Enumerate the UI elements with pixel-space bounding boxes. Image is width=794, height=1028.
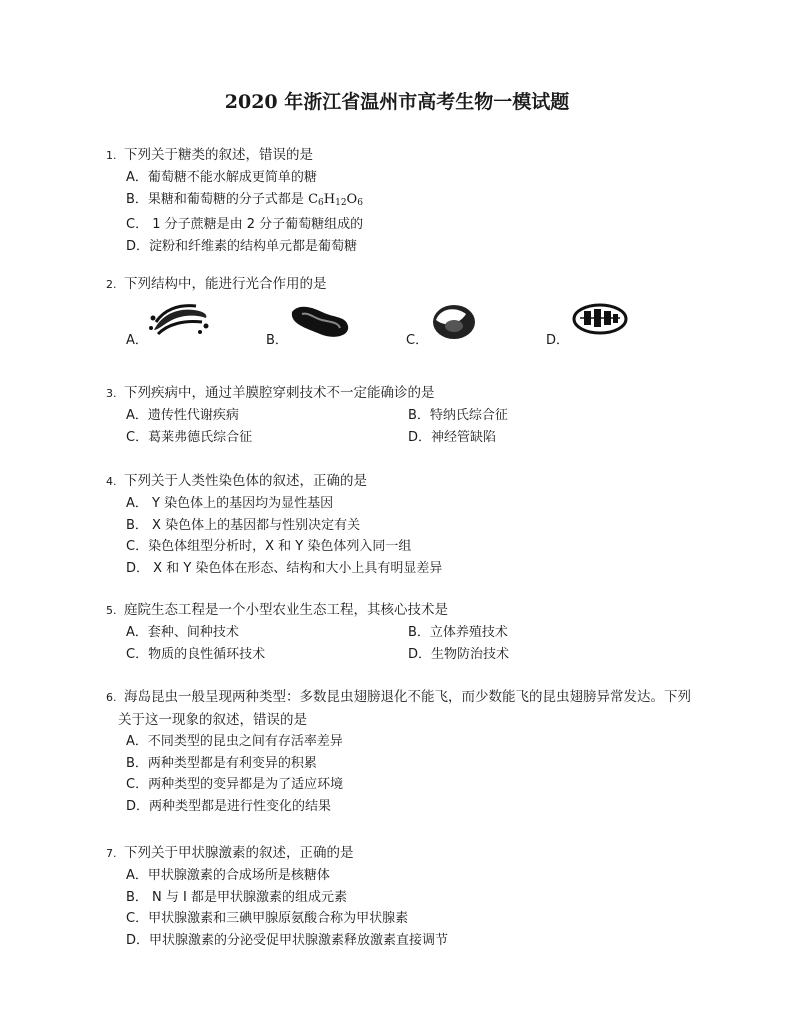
option-c: C．两种类型的变异都是为了适应环境	[126, 777, 344, 792]
question-4	[106, 470, 716, 579]
question-5	[106, 599, 716, 665]
question-stem: 2. 下列结构中，能进行光合作用的是	[106, 276, 327, 292]
chloroplast-icon	[572, 302, 628, 336]
question-stem: 7. 下列关于甲状腺激素的叙述，正确的是	[106, 845, 354, 861]
option-d: D．甲状腺激素的分泌受促甲状腺激素释放激素直接调节	[126, 932, 449, 948]
option-a: A．甲状腺激素的合成场所是核糖体	[126, 868, 330, 883]
option-b: B．果糖和葡萄糖的分子式都是 $C_6H_{12}O_6$	[126, 191, 363, 208]
option-b: B．特纳氏综合征	[408, 408, 508, 423]
option-c: C．甲状腺激素和三碘甲腺原氨酸合称为甲状腺素	[126, 911, 409, 926]
mitochondrion-icon	[288, 302, 352, 342]
option-b: B．立体养殖技术	[408, 625, 508, 640]
page-title: 2020 年浙江省温州市高考生物一模试题	[224, 91, 570, 113]
option-d: D． X 和 Y 染色体在形态、结构和大小上具有明显差异	[126, 560, 443, 576]
option-b: B． N 与 I 都是甲状腺激素的组成元素	[126, 889, 348, 905]
option-a: A．葡萄糖不能水解成更简单的糖	[126, 170, 317, 185]
figure-row: A． B． C． D．	[106, 300, 716, 348]
option-a: A．套种、间种技术	[126, 625, 239, 640]
option-d: D．神经管缺陷	[408, 429, 497, 445]
question-3	[106, 382, 716, 448]
question-6	[106, 686, 716, 817]
nucleus-icon	[430, 302, 478, 342]
question-stem: 6. 海岛昆虫一般呈现两种类型：多数昆虫翅膀退化不能飞，而少数能飞的昆虫翅膀异常发达。下列	[106, 689, 691, 705]
option-c: C．染色体组型分析时，X 和 Y 染色体列入同一组	[126, 539, 412, 554]
option-d: D．淀粉和纤维素的结构单元都是葡萄糖	[126, 238, 358, 254]
option-c: C．葛莱弗德氏综合征	[126, 429, 253, 445]
option-c: C．物质的良性循环技术	[126, 646, 266, 662]
option-d: D．生物防治技术	[408, 646, 510, 662]
option-d: D．两种类型都是进行性变化的结果	[126, 798, 332, 814]
option-b: B． X 染色体上的基因都与性别决定有关	[126, 517, 361, 533]
golgi-apparatus-icon	[148, 302, 212, 338]
option-a: A． Y 染色体上的基因均为显性基因	[126, 496, 334, 511]
option-a: A．遗传性代谢疾病	[126, 408, 239, 423]
question-2	[106, 273, 716, 348]
question-stem: 3. 下列疾病中，通过羊膜腔穿刺技术不一定能确诊的是	[106, 385, 435, 401]
question-7	[106, 842, 716, 951]
option-c: C． 1 分子蔗糖是由 2 分子葡萄糖组成的	[126, 217, 364, 232]
molecular-formula: $C_6H_{12}O_6$	[308, 191, 363, 208]
question-stem: 4. 下列关于人类性染色体的叙述，正确的是	[106, 473, 367, 489]
option-a: A．不同类型的昆虫之间有存活率差异	[126, 734, 343, 749]
question-1	[106, 144, 716, 257]
option-b: B．两种类型都是有利变异的积累	[126, 755, 317, 771]
question-stem-continued: 关于这一现象的叙述，错误的是	[118, 712, 307, 728]
question-stem: 1. 下列关于糖类的叙述，错误的是	[106, 147, 313, 163]
question-stem: 5. 庭院生态工程是一个小型农业生态工程，其核心技术是	[106, 602, 448, 618]
